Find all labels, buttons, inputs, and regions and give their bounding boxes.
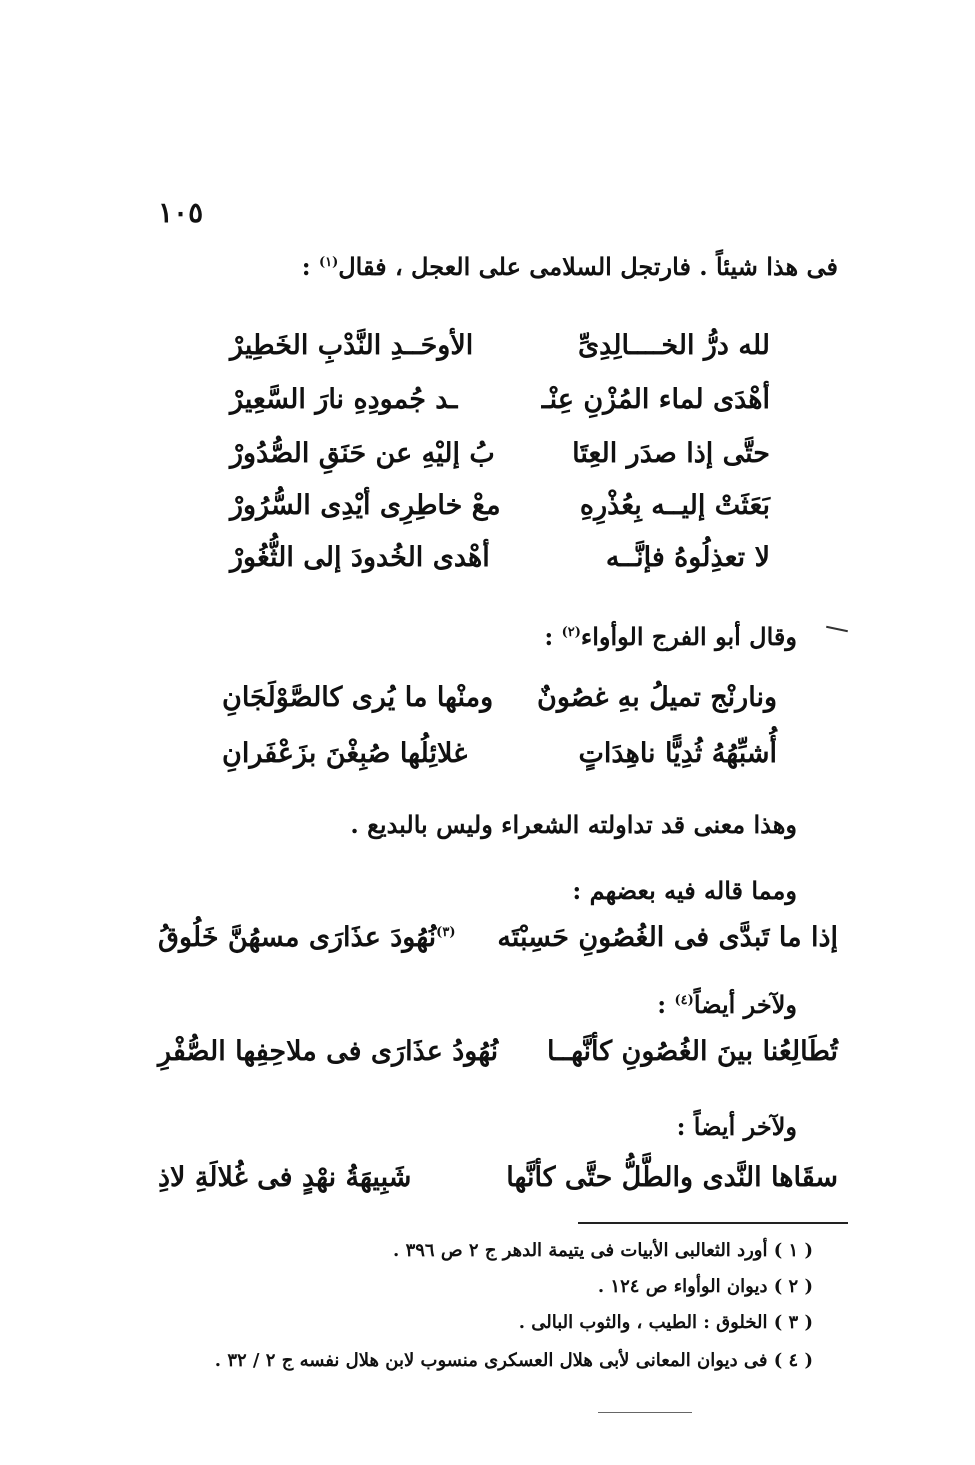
- footnote: ( ٣ ) الخلوق : الطيب ، والثوب البالى .: [518, 1312, 813, 1333]
- verse-hemistich-second: نُهُودُ عذَارَى فى ملاحِفِها الصُّفْرِ: [158, 1036, 499, 1067]
- verse-hemistich-first: إذا ما تَبدَّى فى الغُصُونِ حَسِبْتَه: [497, 922, 838, 953]
- verse-line: [230, 330, 770, 370]
- intro-line-1: [302, 252, 838, 281]
- verse-line: [158, 922, 838, 964]
- intro-colon: :: [544, 622, 562, 651]
- verse-hemistich-second: [158, 922, 455, 953]
- intro-text: ولآخر أيضاً: [693, 990, 797, 1019]
- margin-mark: [826, 626, 848, 633]
- verse-hemistich-second: غلائِلُها صُبِغْنَ بزَعْفَرانِ: [222, 738, 468, 769]
- bottom-mark: [598, 1412, 692, 1413]
- verse-hemistich-second: الأوحَــدِ النَّدْبِ الخَطِيرْ: [230, 330, 474, 361]
- intro-text: وقال أبو الفرج الوأواء: [580, 622, 797, 651]
- verse-hemistich-second: معْ خاطِرِى أيْدِى السُّرُورْ: [230, 490, 501, 521]
- intro-colon: :: [301, 252, 319, 281]
- page-number: ١٠٥: [158, 196, 204, 229]
- verse-hemistich-second: أهْدى الخُدودَ إلى الثُّغُورْ: [230, 542, 490, 573]
- verse-line: [222, 738, 777, 778]
- verse-hemistich-first: سقَاها النَّدى والطَّلُّ حتَّى كأنَّها: [506, 1162, 838, 1193]
- verse-line: [230, 490, 770, 530]
- footnote: ( ٢ ) ديوان الوأواء ص ١٢٤ .: [597, 1276, 813, 1297]
- intro-line-3: ومما قاله فيه بعضهم :: [572, 876, 797, 905]
- intro-line-4: [657, 990, 797, 1019]
- verse-hemistich-second: شَبِيهَةُ نهْدٍ فى غُلالَةِ لاذِ: [158, 1162, 412, 1193]
- footnote-ref: (٤): [674, 993, 694, 1008]
- verse-hemistich-first: ونارنْج تميلُ بهِ غصُونٌ: [537, 682, 777, 713]
- verse-hemistich-first: بَعَثَتْ إليــه بِعُذْرِهِ: [579, 490, 770, 521]
- footnote-divider: [578, 1222, 848, 1224]
- intro-line-2: [544, 622, 797, 651]
- verse-line: [158, 1036, 838, 1078]
- intro-line-5: ولآخر أيضاً :: [676, 1112, 797, 1141]
- footnote-ref: (١): [318, 255, 339, 270]
- footnote-ref: (٢): [561, 625, 581, 640]
- verse-line: [230, 542, 770, 582]
- verse-hemistich-first: أهْدَى لماء المُزْنِ عِنْـ: [541, 384, 770, 415]
- verse-hemistich-first: حتَّى إذا صدَر العِتَا: [572, 438, 770, 469]
- verse-hemistich-first: لله درُّ الخــــالِدِىِّ: [577, 330, 770, 361]
- verse-hemistich-second: بُ إليْهِ عن حَنَقِ الصُّدُورْ: [230, 438, 495, 469]
- verse-line: [230, 438, 770, 478]
- verse-hemistich-second: ومنْها ما يُرى كالصَّوْلَجَانِ: [222, 682, 494, 713]
- intro-text: فى هذا شيئاً . فارتجل السلامى على العجل ، فقال: [338, 252, 838, 281]
- intro-colon: :: [657, 990, 675, 1019]
- comment-line: وهذا معنى قد تداولته الشعراء وليس بالبديع .: [350, 810, 797, 839]
- hemistich-text: نُهُودَ عذَارَى مسهُنَّ خَلُوقُ: [158, 922, 437, 953]
- footnote: ( ٤ ) فى ديوان المعانى لأبى هلال العسكرى منسوب لابن هلال نفسه ج ٢ / ٣٢ .: [214, 1350, 813, 1371]
- footnote-ref: (٣): [436, 925, 456, 940]
- verse-line: [222, 682, 777, 722]
- verse-line: [230, 384, 770, 424]
- verse-hemistich-first: أُشبِّهُهُ ثُدِيًّا ناهِدَاتٍ: [578, 738, 777, 769]
- verse-hemistich-first: لا تعذِلُوهُ فإنَّــه: [605, 542, 770, 573]
- verse-hemistich-first: تُطَالِعُنا بينَ الغُصُونِ كأنَّهــا: [547, 1036, 838, 1067]
- verse-hemistich-second: ـد جُمودِهِ نارَ السَّعِيرْ: [230, 384, 458, 415]
- footnote: ( ١ ) أورد الثعالبى الأبيات فى يتيمة الدهر ج ٢ ص ٣٩٦ .: [393, 1240, 813, 1261]
- verse-line: [158, 1162, 838, 1204]
